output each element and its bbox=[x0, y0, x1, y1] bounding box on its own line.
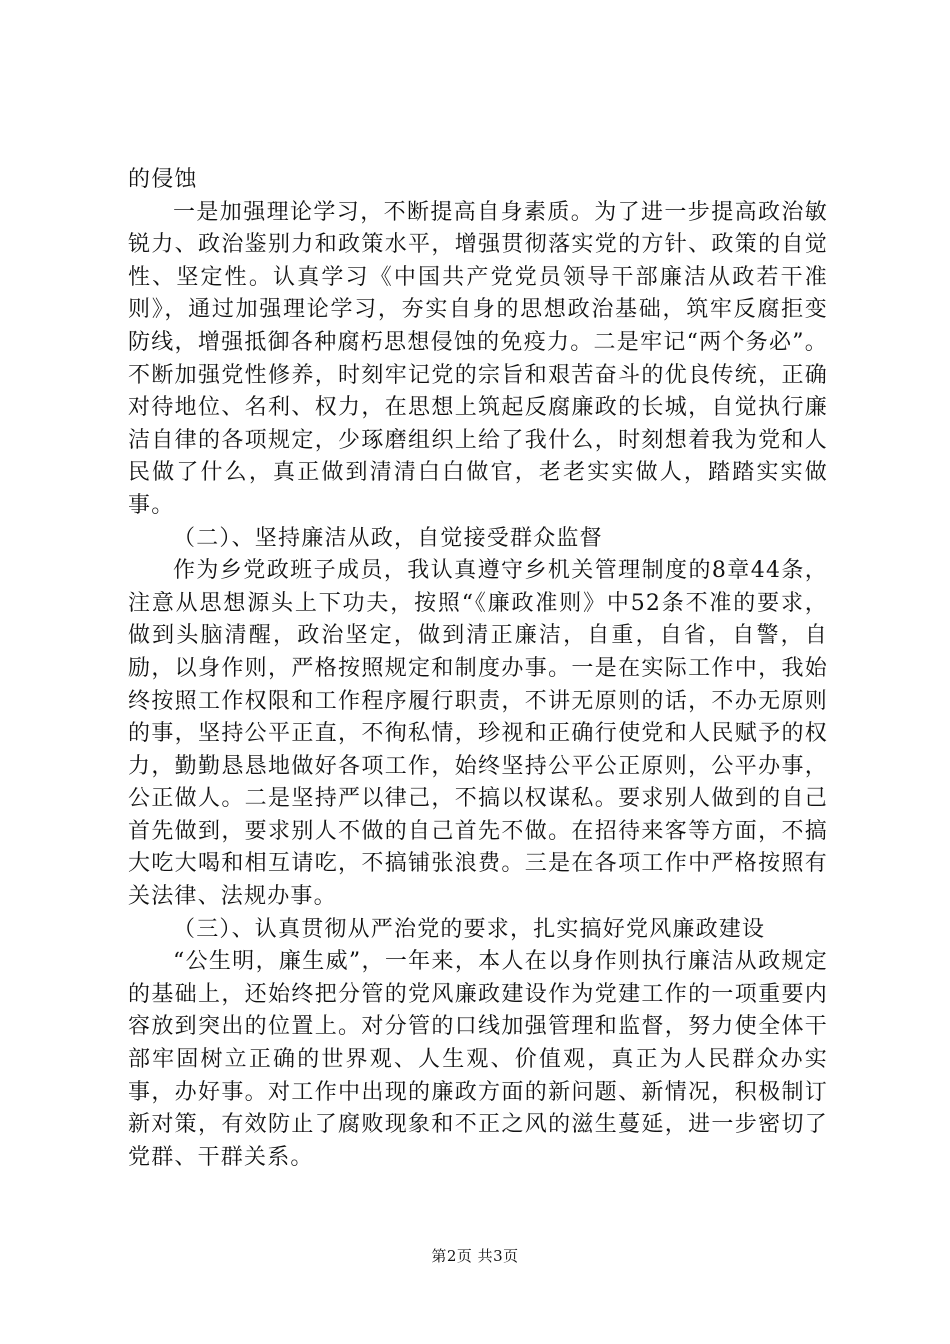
section-heading-3: （三）、认真贯彻从严治党的要求，扎实搞好党风廉政建设 bbox=[173, 916, 766, 942]
paragraph-continuation: 的侵蚀 bbox=[128, 167, 198, 192]
paragraph-party-conduct: “公生明，廉生威”，一年来，本人在以身作则执行廉洁从政规定的基础上，还始终把分管的党风廉政建设作为党建工作的一项重要内容放到突出的位置上。对分管的口线加强管理和监督，努力使全体干部牢固树立正确的世界观、人生观、价值观，真正为人民群众办实事，办好事。对工作中出现的廉政方面的新问题、新情况，积极制订新对策，有效防止了腐败现象和不正之风的滋生蔓延，进一步密切了党群、干群关系。 bbox=[128, 949, 828, 1170]
section-heading-2: （二）、坚持廉洁从政，自觉接受群众监督 bbox=[173, 525, 603, 551]
page-number-footer: 第2页 共3页 bbox=[431, 1247, 519, 1265]
paragraph-theory-study: 一是加强理论学习，不断提高自身素质。为了进一步提高政治敏锐力、政治鉴别力和政策水平，增强贯彻落实党的方针、政策的自觉性、坚定性。认真学习《中国共产党党员领导干部廉洁从政若干准则》，通过加强理论学习，夯实自身的思想政治基础，筑牢反腐拒变防线，增强抵御各种腐朽思想侵蚀的免疫力。二是牢记“两个务必”。不断加强党性修养，时刻牢记党的宗旨和艰苦奋斗的优良传统，正确对待地位、名利、权力，在思想上筑起反腐廉政的长城，自觉执行廉洁自律的各项规定，少琢磨组织上给了我什么，时刻想着我为党和人民做了什么，真正做到清清白白做官，老老实实做人，踏踏实实做事。 bbox=[128, 199, 828, 518]
document-body bbox=[128, 164, 828, 1174]
paragraph-clean-governance: 作为乡党政班子成员，我认真遵守乡机关管理制度的8章44条，注意从思想源头上下功夫，按照“《廉政准则》中52条不准的要求，做到头脑清醒，政治坚定，做到清正廉洁，自重，自省，自警，自励，以身作则，严格按照规定和制度办事。一是在实际工作中，我始终按照工作权限和工作程序履行职责，不讲无原则的话，不办无原则的事，坚持公平正直，不徇私情，珍视和正确行使党和人民赋予的权力，勤勤恳恳地做好各项工作，始终坚持公平公正原则，公平办事，公正做人。二是坚持严以律己，不搞以权谋私。要求别人做到的自己首先做到，要求别人不做的自己首先不做。在招待来客等方面，不搞大吃大喝和相互请吃，不搞铺张浪费。三是在各项工作中严格按照有关法律、法规办事。 bbox=[128, 558, 828, 910]
